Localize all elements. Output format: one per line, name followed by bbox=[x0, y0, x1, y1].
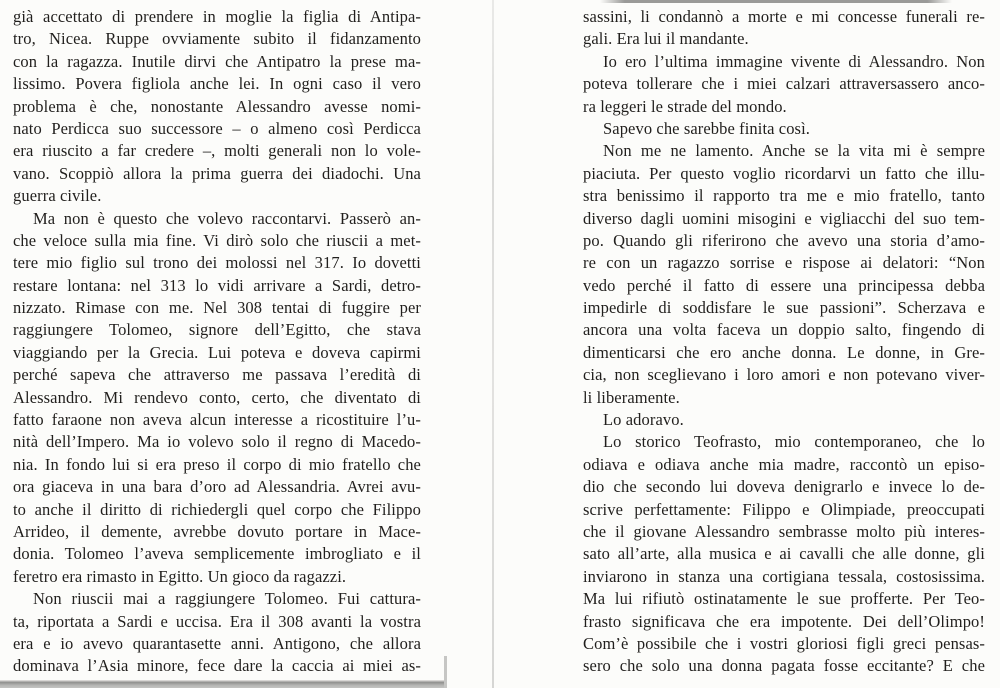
text-line: ta, riportata a Sardi e uccisa. Era il 308 avanti la vostra bbox=[13, 611, 421, 631]
text-line: con la ragazza. Inutile dirvi che Antipatro la prese ma- bbox=[13, 51, 421, 71]
text-line: li liberamente. bbox=[583, 387, 680, 407]
text-line: impedirle di soddisfare le sue passioni”. Scherzava e bbox=[583, 298, 985, 318]
text-line: guerra civile. bbox=[13, 186, 102, 206]
text-line: Lo storico Teofrasto, mio contemporaneo, che lo bbox=[603, 432, 985, 452]
text-line: frasto significava che era impotente. Dei dell’Olimpo! bbox=[583, 611, 985, 631]
text-line: Ma non è questo che volevo raccontarvi. Passerò an- bbox=[33, 208, 421, 228]
text-line: era riuscito a far credere –, molti generali non lo vole- bbox=[13, 141, 421, 161]
text-line: viaggiando per la Grecia. Lui poteva e doveva capirmi bbox=[13, 342, 421, 362]
text-line: Alessandro. Mi rendevo conto, certo, che diventato di bbox=[13, 387, 421, 407]
text-line: Io ero l’ultima immagine vivente di Alessandro. Non bbox=[603, 51, 985, 71]
text-line: che il giovane Alessandro sembrasse molto più interes- bbox=[583, 521, 985, 541]
text-line: raggiungere Tolomeo, signore dell’Egitto, che stava bbox=[13, 320, 421, 340]
text-line: dio che secondo lui doveva denigrarlo e invece lo de- bbox=[583, 477, 985, 497]
text-line: Ma lui rifiutò ostinatamente le sue profferte. Per Teo- bbox=[583, 589, 985, 609]
text-line: dimenticarsi che ero anche donna. Le donne, in Gre- bbox=[583, 342, 985, 362]
text-line: scrive perfettamente: Filippo e Olimpiade, preoccupati bbox=[583, 499, 985, 519]
text-line: feretro era rimasto in Egitto. Un gioco da ragazzi. bbox=[13, 566, 347, 586]
text-line: sero che solo una donna pagata fosse eccitante? E che bbox=[583, 656, 985, 676]
text-line: nato Perdicca suo successore – o almeno così Perdicca bbox=[13, 118, 421, 138]
text-line: nizzato. Rimase con me. Nel 308 tentai di fuggire per bbox=[13, 298, 421, 318]
text-line: to anche il diritto di richiedergli quel corpo che Filippo bbox=[13, 499, 421, 519]
text-line: Com’è possibile che i vostri gloriosi figli greci pensas- bbox=[583, 633, 985, 653]
text-line: già accettato di prendere in moglie la figlia di Antipa- bbox=[13, 7, 421, 26]
text-line: piaciuta. Per questo voglio ricordarvi un fatto che illu- bbox=[583, 163, 985, 183]
scan-gutter-mark bbox=[444, 656, 447, 688]
text-line: diverso dagli uomini misogini e vigliacchi del suo tem- bbox=[583, 208, 985, 228]
scan-edge-shadow-bottom bbox=[0, 680, 444, 688]
text-line: ancora una volta faceva un doppio salto, fingendo di bbox=[583, 320, 985, 340]
text-line: gali. Era lui il mandante. bbox=[583, 29, 749, 49]
text-line: re con un ragazzo sorrise e rispose ai delatori: “Non bbox=[583, 253, 985, 273]
text-line: problema è che, nonostante Alessandro avesse nomi- bbox=[13, 96, 421, 116]
text-line: sassini, li condannò a morte e mi concesse funerali re- bbox=[583, 7, 985, 26]
text-line: po. Quando gli riferirono che avevo una storia d’amo- bbox=[583, 230, 985, 250]
text-line: tere mio figlio sul trono dei molossi nel 317. Io dovetti bbox=[13, 253, 421, 273]
text-line: Non riuscii mai a raggiungere Tolomeo. Fui cattura- bbox=[33, 589, 421, 609]
text-line: dominava l’Asia minore, fece dare la caccia ai miei as- bbox=[13, 656, 421, 676]
text-line: tro, Nicea. Ruppe ovviamente subito il fidanzamento bbox=[13, 29, 421, 49]
text-line: ora giaceva in una bara d’oro ad Alessandria. Avrei avu- bbox=[13, 477, 421, 497]
right-page-text bbox=[583, 6, 985, 678]
scan-edge-shadow-top bbox=[600, 0, 952, 3]
text-line: stra benissimo il rapporto tra me e mio fratello, tanto bbox=[583, 186, 985, 206]
text-line: inviarono in stanza una cortigiana tessala, costosissima. bbox=[583, 566, 985, 586]
text-line: cia, non sceglievano i loro amori e non potevano viver- bbox=[583, 365, 985, 385]
text-line: Non me ne lamento. Anche se la vita mi è sempre bbox=[603, 141, 985, 161]
text-line: Arrideo, il demente, avrebbe dovuto portare in Mace- bbox=[13, 521, 421, 541]
text-line: Lo adoravo. bbox=[603, 410, 684, 430]
text-line: vedo perché il fatto di essere una principessa debba bbox=[583, 275, 985, 295]
text-line: odiava e odiava anche mia madre, raccontò un episo- bbox=[583, 454, 985, 474]
text-line: sato all’arte, alla musica e ai cavalli che alle donne, gli bbox=[583, 544, 985, 564]
page-gutter-shadow bbox=[492, 0, 494, 688]
text-line: nità dell’Impero. Ma io volevo solo il regno di Macedo- bbox=[13, 432, 421, 452]
text-line: perché sapeva che attraverso me passava l’eredità di bbox=[13, 365, 421, 385]
text-line: donia. Tolomeo l’aveva semplicemente imbrogliato e il bbox=[13, 544, 421, 564]
left-page-text bbox=[13, 6, 421, 678]
text-line: ra leggeri le strade del mondo. bbox=[583, 96, 787, 116]
text-line: fatto faraone non aveva alcun interesse a ricostituire l’u- bbox=[13, 410, 421, 430]
text-line: che veloce sulla mia fine. Vi dirò solo che riuscii a met- bbox=[13, 230, 421, 250]
text-line: era e io avevo quarantasette anni. Antigono, che allora bbox=[13, 633, 421, 653]
text-line: poteva tollerare che i miei calzari attraversassero anco- bbox=[583, 74, 985, 94]
text-line: lissimo. Povera figliola anche lei. In ogni caso il vero bbox=[13, 74, 421, 94]
text-line: vano. Scoppiò allora la prima guerra dei diadochi. Una bbox=[13, 163, 421, 183]
text-line: nia. In fondo lui si era preso il corpo di mio fratello che bbox=[13, 454, 421, 474]
text-line: Sapevo che sarebbe finita così. bbox=[603, 118, 810, 138]
text-line: restare lontana: nel 313 lo vidi arrivare a Sardi, detro- bbox=[13, 275, 421, 295]
